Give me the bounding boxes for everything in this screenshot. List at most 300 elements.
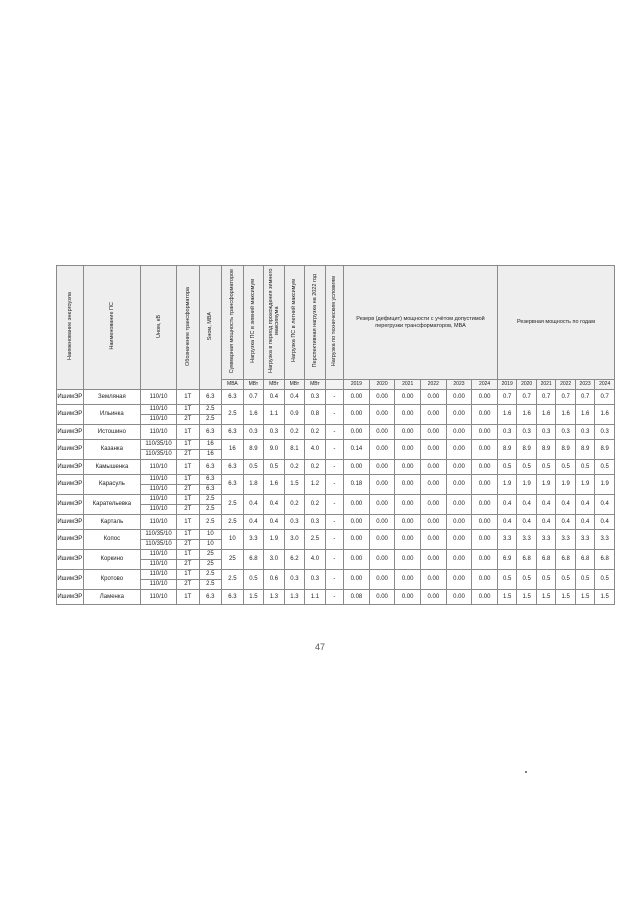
region-cell: ИшимЭР	[57, 515, 84, 530]
reserve-cell: 0.00	[344, 405, 370, 425]
forecast-cell: 0.4	[595, 495, 615, 515]
forecast-cell: 0.5	[556, 570, 575, 590]
unit-cell	[325, 380, 343, 390]
load-cell: 4.0	[305, 440, 326, 460]
forecast-cell: 0.7	[497, 390, 516, 405]
substation-name-cell: Коркино	[83, 550, 140, 570]
unit-cell: 2020	[369, 380, 395, 390]
header-load-winter: Нагрузка ПС в зимний максимум	[243, 266, 264, 380]
load-cell: 1.6	[264, 475, 285, 495]
reserve-cell: 0.00	[446, 550, 472, 570]
forecast-cell: 3.3	[595, 530, 615, 550]
snom-cell: 2.5	[199, 580, 222, 590]
forecast-cell: 1.6	[536, 405, 555, 425]
load-cell: -	[325, 530, 343, 550]
region-cell: ИшимЭР	[57, 570, 84, 590]
forecast-cell: 0.5	[575, 460, 594, 475]
forecast-cell: 0.4	[536, 495, 555, 515]
load-cell: 0.4	[264, 390, 285, 405]
region-cell: ИшимЭР	[57, 460, 84, 475]
forecast-cell: 3.3	[497, 530, 516, 550]
forecast-cell: 1.5	[575, 590, 594, 605]
substation-name-cell: Карталь	[83, 515, 140, 530]
voltage-cell: 110/10	[141, 425, 177, 440]
voltage-cell: 110/10	[141, 390, 177, 405]
header-transformer: Обозначение трансформатора	[176, 266, 199, 390]
forecast-cell: 6.8	[575, 550, 594, 570]
snom-cell: 16	[199, 450, 222, 460]
reserve-cell: 0.18	[344, 475, 370, 495]
unit-cell: МВт	[243, 380, 264, 390]
voltage-cell: 110/10	[141, 415, 177, 425]
voltage-cell: 110/10	[141, 460, 177, 475]
unit-cell: 2021	[536, 380, 555, 390]
transformer-cell: 1Т	[176, 550, 199, 560]
snom-cell: 6.3	[199, 485, 222, 495]
region-cell: ИшимЭР	[57, 590, 84, 605]
reserve-cell: 0.00	[369, 390, 395, 405]
forecast-cell: 0.5	[497, 460, 516, 475]
forecast-cell: 6.8	[517, 550, 536, 570]
reserve-cell: 0.00	[421, 405, 447, 425]
load-cell: 3.3	[243, 530, 264, 550]
table-row	[57, 425, 615, 440]
reserve-cell: 0.00	[369, 590, 395, 605]
reserve-cell: 0.00	[369, 550, 395, 570]
load-cell: 0.2	[305, 460, 326, 475]
reserve-cell: 0.14	[344, 440, 370, 460]
load-cell: 0.5	[264, 460, 285, 475]
transformer-cell: 1Т	[176, 390, 199, 405]
forecast-cell: 6.9	[497, 550, 516, 570]
transformer-cell: 2Т	[176, 415, 199, 425]
reserve-cell: 0.00	[369, 475, 395, 495]
load-cell: -	[325, 405, 343, 425]
forecast-cell: 8.9	[575, 440, 594, 460]
forecast-cell: 1.9	[575, 475, 594, 495]
forecast-cell: 1.9	[536, 475, 555, 495]
region-cell: ИшимЭР	[57, 405, 84, 425]
reserve-cell: 0.00	[446, 475, 472, 495]
load-cell: 3.0	[264, 550, 285, 570]
snom-cell: 2.5	[199, 570, 222, 580]
load-cell: -	[325, 590, 343, 605]
forecast-cell: 1.6	[556, 405, 575, 425]
load-cell: 8.9	[243, 440, 264, 460]
reserve-cell: 0.00	[395, 440, 421, 460]
table-row	[57, 515, 615, 530]
load-cell: 0.2	[305, 425, 326, 440]
load-cell: -	[325, 515, 343, 530]
reserve-cell: 0.00	[472, 550, 498, 570]
forecast-cell: 8.9	[595, 440, 615, 460]
substation-table-container	[56, 265, 615, 605]
reserve-cell: 0.00	[395, 530, 421, 550]
forecast-cell: 0.5	[595, 460, 615, 475]
table-row	[57, 405, 615, 415]
load-cell: 0.7	[243, 390, 264, 405]
reserve-cell: 0.00	[369, 440, 395, 460]
forecast-cell: 0.4	[497, 495, 516, 515]
forecast-cell: 0.7	[575, 390, 594, 405]
load-cell: 1.2	[305, 475, 326, 495]
transformer-cell: 1Т	[176, 460, 199, 475]
load-cell: 0.3	[284, 570, 305, 590]
reserve-cell: 0.00	[446, 460, 472, 475]
unit-cell: МВт	[305, 380, 326, 390]
reserve-cell: 0.00	[446, 440, 472, 460]
unit-cell: 2022	[556, 380, 575, 390]
load-cell: 1.1	[264, 405, 285, 425]
snom-cell: 10	[199, 540, 222, 550]
table-row	[57, 570, 615, 580]
reserve-cell: 0.00	[344, 530, 370, 550]
reserve-cell: 0.00	[395, 475, 421, 495]
load-cell: 1.8	[243, 475, 264, 495]
unit-cell: 2019	[497, 380, 516, 390]
transformer-cell: 2Т	[176, 560, 199, 570]
voltage-cell: 110/35/10	[141, 540, 177, 550]
snom-cell: 2.5	[199, 495, 222, 505]
reserve-cell: 0.00	[344, 550, 370, 570]
reserve-cell: 0.00	[472, 570, 498, 590]
voltage-cell: 110/10	[141, 515, 177, 530]
table-row	[57, 495, 615, 505]
unit-cell: 2024	[472, 380, 498, 390]
reserve-cell: 0.00	[395, 405, 421, 425]
reserve-cell: 0.00	[369, 530, 395, 550]
region-cell: ИшимЭР	[57, 425, 84, 440]
reserve-cell: 0.00	[395, 460, 421, 475]
load-cell: 0.2	[284, 425, 305, 440]
forecast-cell: 6.8	[536, 550, 555, 570]
unit-cell: МВА	[222, 380, 244, 390]
stotal-cell: 25	[222, 550, 244, 570]
forecast-cell: 0.4	[497, 515, 516, 530]
forecast-cell: 1.6	[595, 405, 615, 425]
load-cell: 0.2	[305, 495, 326, 515]
voltage-cell: 110/10	[141, 505, 177, 515]
transformer-cell: 1Т	[176, 405, 199, 415]
reserve-cell: 0.00	[421, 425, 447, 440]
transformer-cell: 1Т	[176, 495, 199, 505]
reserve-cell: 0.00	[395, 550, 421, 570]
load-cell: 3.0	[284, 530, 305, 550]
forecast-cell: 0.7	[595, 390, 615, 405]
forecast-cell: 0.3	[595, 425, 615, 440]
forecast-cell: 0.4	[575, 495, 594, 515]
reserve-cell: 0.00	[472, 425, 498, 440]
forecast-cell: 1.6	[497, 405, 516, 425]
reserve-cell: 0.00	[472, 390, 498, 405]
reserve-cell: 0.00	[472, 460, 498, 475]
load-cell: 0.4	[284, 390, 305, 405]
stotal-cell: 6.3	[222, 390, 244, 405]
load-cell: 0.6	[264, 570, 285, 590]
load-cell: 1.5	[284, 475, 305, 495]
load-cell: -	[325, 570, 343, 590]
unit-cell: МВт	[284, 380, 305, 390]
snom-cell: 10	[199, 530, 222, 540]
forecast-cell: 8.9	[497, 440, 516, 460]
region-cell: ИшимЭР	[57, 530, 84, 550]
load-cell: 8.1	[284, 440, 305, 460]
transformer-cell: 1Т	[176, 590, 199, 605]
forecast-cell: 0.7	[556, 390, 575, 405]
substation-name-cell: Земляная	[83, 390, 140, 405]
reserve-cell: 0.00	[472, 515, 498, 530]
unit-cell: 2019	[344, 380, 370, 390]
reserve-cell: 0.00	[472, 440, 498, 460]
load-cell: -	[325, 440, 343, 460]
reserve-cell: 0.00	[421, 515, 447, 530]
table-row	[57, 460, 615, 475]
load-cell: 0.4	[243, 495, 264, 515]
substation-name-cell: Карасуль	[83, 475, 140, 495]
unit-cell: 2023	[446, 380, 472, 390]
load-cell: 1.6	[243, 405, 264, 425]
load-cell: 0.3	[305, 515, 326, 530]
reserve-cell: 0.00	[421, 530, 447, 550]
load-cell: -	[325, 475, 343, 495]
forecast-cell: 0.5	[556, 460, 575, 475]
forecast-cell: 0.5	[536, 570, 555, 590]
substation-name-cell: Ильинка	[83, 405, 140, 425]
forecast-cell: 0.3	[556, 425, 575, 440]
header-voltage: Uном, кВ	[141, 266, 177, 390]
transformer-cell: 1Т	[176, 475, 199, 485]
table-row	[57, 475, 615, 485]
voltage-cell: 110/10	[141, 560, 177, 570]
region-cell: ИшимЭР	[57, 495, 84, 515]
transformer-cell: 2Т	[176, 540, 199, 550]
load-cell: -	[325, 495, 343, 515]
snom-cell: 2.5	[199, 515, 222, 530]
reserve-cell: 0.00	[369, 405, 395, 425]
load-cell: 0.4	[264, 495, 285, 515]
forecast-cell: 0.7	[536, 390, 555, 405]
load-cell: -	[325, 425, 343, 440]
reserve-cell: 0.00	[369, 460, 395, 475]
reserve-cell: 0.00	[421, 475, 447, 495]
load-cell: 0.4	[264, 515, 285, 530]
reserve-cell: 0.00	[421, 460, 447, 475]
reserve-cell: 0.00	[472, 530, 498, 550]
forecast-cell: 0.5	[536, 460, 555, 475]
forecast-cell: 3.3	[556, 530, 575, 550]
load-cell: 0.3	[243, 425, 264, 440]
snom-cell: 16	[199, 440, 222, 450]
reserve-cell: 0.00	[395, 495, 421, 515]
transformer-cell: 2Т	[176, 580, 199, 590]
substation-name-cell: Копос	[83, 530, 140, 550]
table-row	[57, 440, 615, 450]
reserve-cell: 0.00	[472, 495, 498, 515]
transformer-cell: 1Т	[176, 530, 199, 540]
reserve-cell: 0.00	[344, 570, 370, 590]
unit-cell: 2024	[595, 380, 615, 390]
reserve-cell: 0.00	[369, 425, 395, 440]
unit-cell: МВт	[264, 380, 285, 390]
forecast-cell: 8.9	[536, 440, 555, 460]
transformer-cell: 1Т	[176, 570, 199, 580]
snom-cell: 2.5	[199, 405, 222, 415]
snom-cell: 6.3	[199, 590, 222, 605]
load-cell: -	[325, 550, 343, 570]
header-load-2022: Перспективная нагрузка на 2022 год	[305, 266, 326, 380]
forecast-cell: 1.6	[517, 405, 536, 425]
forecast-cell: 8.9	[517, 440, 536, 460]
load-cell: 1.1	[305, 590, 326, 605]
reserve-cell: 0.00	[369, 495, 395, 515]
voltage-cell: 110/10	[141, 475, 177, 485]
snom-cell: 2.5	[199, 415, 222, 425]
forecast-cell: 0.5	[517, 460, 536, 475]
reserve-cell: 0.00	[446, 390, 472, 405]
load-cell: 0.3	[305, 570, 326, 590]
header-load-tech: Нагрузка по техническим условиям	[325, 266, 343, 380]
reserve-cell: 0.00	[369, 570, 395, 590]
load-cell: 6.8	[243, 550, 264, 570]
stotal-cell: 2.5	[222, 515, 244, 530]
forecast-cell: 3.3	[536, 530, 555, 550]
substation-name-cell: Карательевка	[83, 495, 140, 515]
snom-cell: 6.3	[199, 390, 222, 405]
forecast-cell: 0.4	[575, 515, 594, 530]
substation-name-cell: Камышенка	[83, 460, 140, 475]
voltage-cell: 110/10	[141, 405, 177, 415]
forecast-cell: 0.4	[556, 515, 575, 530]
load-cell: 1.3	[264, 590, 285, 605]
forecast-cell: 0.4	[536, 515, 555, 530]
header-region: Наименование энергоузла	[57, 266, 84, 390]
forecast-cell: 8.9	[556, 440, 575, 460]
voltage-cell: 110/10	[141, 550, 177, 560]
reserve-cell: 0.00	[446, 405, 472, 425]
transformer-cell: 1Т	[176, 440, 199, 450]
reserve-cell: 0.00	[421, 570, 447, 590]
forecast-cell: 1.9	[497, 475, 516, 495]
transformer-cell: 1Т	[176, 515, 199, 530]
reserve-cell: 0.00	[344, 425, 370, 440]
load-cell: -	[325, 390, 343, 405]
reserve-cell: 0.00	[446, 590, 472, 605]
load-cell: 6.2	[284, 550, 305, 570]
stotal-cell: 2.5	[222, 570, 244, 590]
forecast-cell: 0.5	[517, 570, 536, 590]
table-header-row	[57, 266, 615, 380]
reserve-cell: 0.00	[472, 405, 498, 425]
reserve-cell: 0.00	[344, 495, 370, 515]
transformer-cell: 2Т	[176, 485, 199, 495]
header-substation: Наименование ПС	[83, 266, 140, 390]
forecast-cell: 0.5	[575, 570, 594, 590]
forecast-cell: 1.5	[536, 590, 555, 605]
forecast-cell: 0.4	[517, 515, 536, 530]
unit-cell: 2022	[421, 380, 447, 390]
load-cell: 4.0	[305, 550, 326, 570]
reserve-cell: 0.00	[344, 390, 370, 405]
reserve-cell: 0.00	[421, 590, 447, 605]
snom-cell: 2.5	[199, 505, 222, 515]
stotal-cell: 6.3	[222, 475, 244, 495]
forecast-cell: 0.3	[575, 425, 594, 440]
forecast-cell: 3.3	[575, 530, 594, 550]
load-cell: 1.5	[243, 590, 264, 605]
reserve-cell: 0.00	[395, 570, 421, 590]
load-cell: 0.8	[305, 405, 326, 425]
load-cell: 1.9	[264, 530, 285, 550]
forecast-cell: 1.5	[517, 590, 536, 605]
stotal-cell: 2.5	[222, 405, 244, 425]
scan-speck	[525, 771, 527, 773]
load-cell: 0.2	[284, 460, 305, 475]
load-cell: 0.3	[305, 390, 326, 405]
table-row	[57, 530, 615, 540]
substation-name-cell: Истошино	[83, 425, 140, 440]
stotal-cell: 2.5	[222, 495, 244, 515]
forecast-cell: 6.8	[595, 550, 615, 570]
snom-cell: 6.3	[199, 425, 222, 440]
transformer-cell: 2Т	[176, 505, 199, 515]
page-number: 47	[314, 642, 325, 652]
reserve-cell: 0.00	[369, 515, 395, 530]
forecast-cell: 0.5	[595, 570, 615, 590]
reserve-cell: 0.00	[472, 475, 498, 495]
load-cell: 2.5	[305, 530, 326, 550]
forecast-cell: 3.3	[517, 530, 536, 550]
reserve-cell: 0.00	[421, 390, 447, 405]
load-cell: 0.4	[243, 515, 264, 530]
forecast-cell: 0.4	[556, 495, 575, 515]
forecast-cell: 0.3	[536, 425, 555, 440]
header-load-zero: Нагрузка в период прохождения зимнего максимума	[264, 266, 285, 380]
forecast-cell: 0.5	[497, 570, 516, 590]
forecast-cell: 0.3	[497, 425, 516, 440]
voltage-cell: 110/35/10	[141, 530, 177, 540]
stotal-cell: 10	[222, 530, 244, 550]
voltage-cell: 110/10	[141, 485, 177, 495]
forecast-cell: 6.8	[556, 550, 575, 570]
forecast-cell: 1.5	[595, 590, 615, 605]
load-cell: 0.3	[264, 425, 285, 440]
reserve-cell: 0.00	[446, 425, 472, 440]
snom-cell: 6.3	[199, 460, 222, 475]
reserve-cell: 0.00	[446, 570, 472, 590]
table-row	[57, 550, 615, 560]
voltage-cell: 110/10	[141, 580, 177, 590]
load-cell: 1.3	[284, 590, 305, 605]
substation-name-cell: Ламенка	[83, 590, 140, 605]
stotal-cell: 6.3	[222, 590, 244, 605]
reserve-cell: 0.00	[395, 425, 421, 440]
forecast-cell: 1.9	[556, 475, 575, 495]
substation-table	[56, 265, 615, 605]
forecast-cell: 1.9	[595, 475, 615, 495]
reserve-cell: 0.00	[446, 530, 472, 550]
transformer-cell: 2Т	[176, 450, 199, 460]
reserve-cell: 0.00	[395, 515, 421, 530]
reserve-cell: 0.00	[395, 590, 421, 605]
forecast-cell: 1.5	[497, 590, 516, 605]
header-group-forecast: Резервная мощность по годам	[497, 266, 614, 380]
forecast-cell: 1.9	[517, 475, 536, 495]
reserve-cell: 0.00	[446, 515, 472, 530]
region-cell: ИшимЭР	[57, 390, 84, 405]
forecast-cell: 0.3	[517, 425, 536, 440]
load-cell: 0.3	[284, 515, 305, 530]
reserve-cell: 0.00	[446, 495, 472, 515]
